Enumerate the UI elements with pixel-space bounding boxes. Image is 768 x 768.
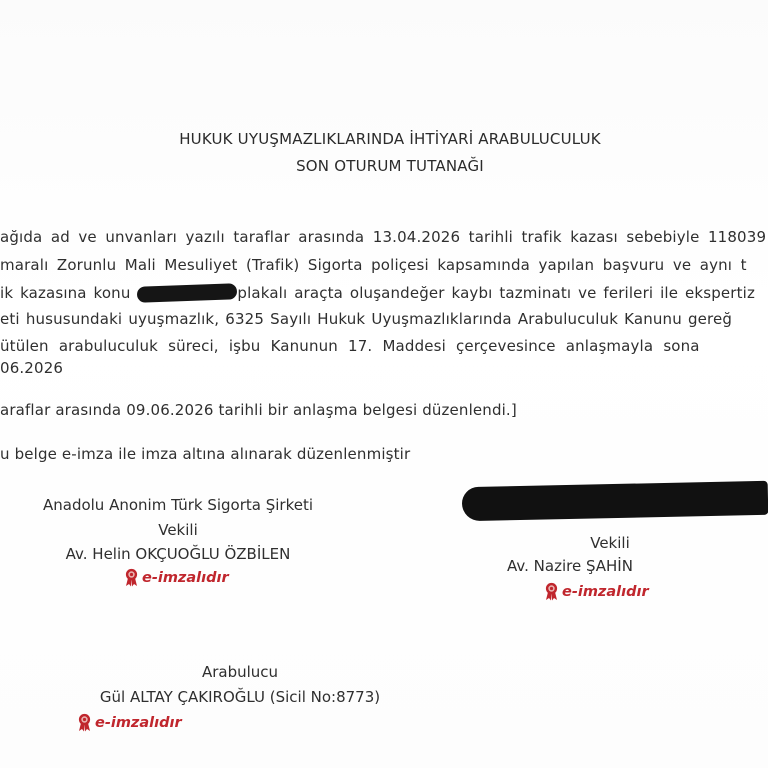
paragraph-line-5: ütülen arabuluculuk süreci, işbu Kanunun 17. Maddesi çerçevesince anlaşmayla sona bbox=[0, 337, 700, 355]
seal-ribbon-icon bbox=[124, 568, 139, 587]
mediator-esign-label: e-imzalıdır bbox=[95, 714, 182, 731]
redacted-party-name bbox=[462, 481, 768, 521]
seal-ribbon-icon bbox=[77, 713, 92, 732]
left-party-attorney: Av. Helin OKÇUOĞLU ÖZBİLEN bbox=[65, 545, 291, 563]
agreement-line: araflar arasında 09.06.2026 tarihli bir anlaşma belgesi düzenlendi.] bbox=[0, 401, 517, 419]
right-esign-badge bbox=[544, 582, 649, 601]
paragraph-line-6: 06.2026 bbox=[0, 359, 64, 377]
mediator-name: Gül ALTAY ÇAKIROĞLU (Sicil No:8773) bbox=[99, 688, 381, 706]
left-esign-badge bbox=[124, 568, 229, 587]
right-party-role: Vekili bbox=[590, 534, 630, 552]
left-party-role: Vekili bbox=[158, 521, 198, 539]
right-party-attorney: Av. Nazire ŞAHİN bbox=[507, 557, 633, 575]
left-esign-label: e-imzalıdır bbox=[142, 569, 229, 586]
paragraph-line-1: ağıda ad ve unvanları yazılı taraflar arasında 13.04.2026 tarihli trafik kazası sebebiyle 118039 bbox=[0, 228, 767, 246]
paragraph-line-3-start: ik kazasına konu bbox=[0, 284, 131, 302]
paragraph-line-2: maralı Zorunlu Mali Mesuliyet (Trafik) Sigorta poliçesi kapsamında yapılan başvuru ve aynı t bbox=[0, 256, 747, 274]
esign-statement: u belge e-imza ile imza altına alınarak düzenlenmiştir bbox=[0, 445, 411, 463]
seal-ribbon-icon bbox=[544, 582, 559, 601]
redacted-plate-number bbox=[137, 283, 237, 302]
right-esign-label: e-imzalıdır bbox=[562, 583, 649, 600]
left-party-name: Anadolu Anonim Türk Sigorta Şirketi bbox=[42, 496, 313, 514]
paragraph-line-4: eti hususundaki uyuşmazlık, 6325 Sayılı Hukuk Uyuşmazlıklarında Arabuluculuk Kanunu gereğ bbox=[0, 310, 733, 328]
mediator-role: Arabulucu bbox=[201, 663, 279, 681]
mediator-esign-badge bbox=[77, 713, 182, 732]
paragraph-line-3 bbox=[0, 284, 755, 302]
paragraph-line-3-end: plakalı araçta oluşandeğer kaybı tazminatı ve ferileri ile ekspertiz bbox=[237, 284, 755, 302]
document-subtitle: SON OTURUM TUTANAĞI bbox=[296, 157, 484, 175]
document-title: HUKUK UYUŞMAZLIKLARINDA İHTİYARİ ARABULUCULUK bbox=[179, 130, 601, 148]
